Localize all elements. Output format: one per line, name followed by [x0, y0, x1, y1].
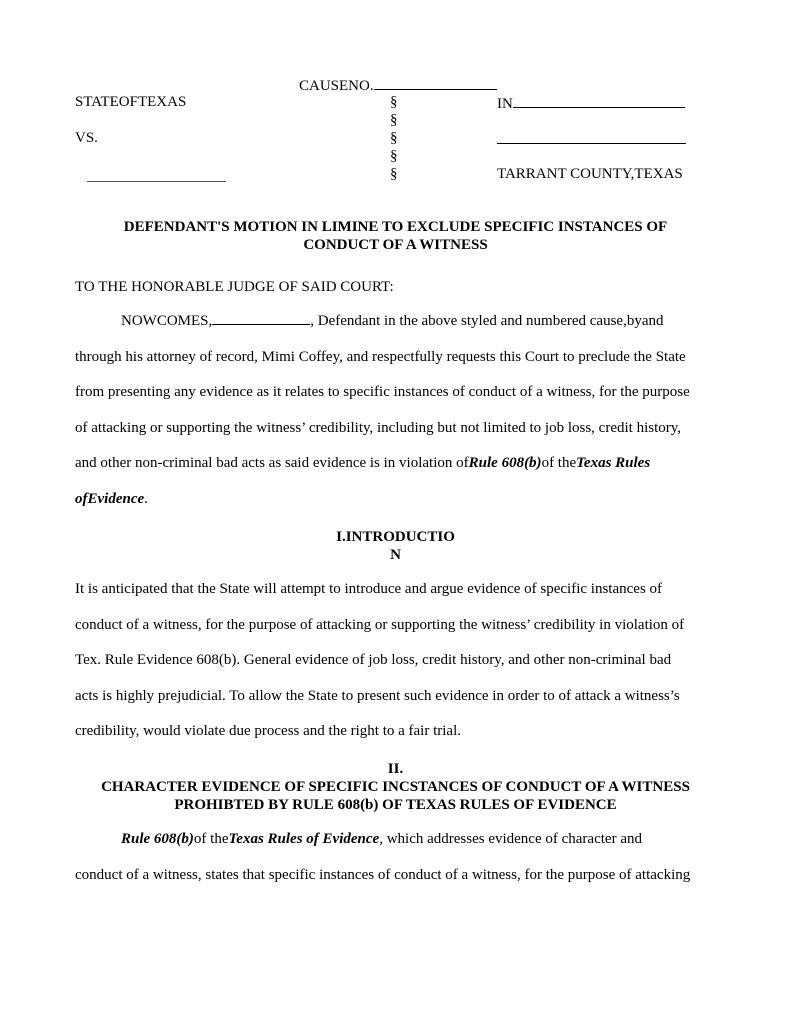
rules-citation: Texas Rules: [576, 455, 651, 471]
motion-title: [75, 218, 716, 254]
cause-number-blank: [374, 75, 497, 90]
cause-number-label: CAUSENO.: [299, 78, 374, 94]
section-sign: §: [390, 148, 398, 164]
paragraph-line: conduct of a witness, for the purpose of attacking or supporting the witness’ credibility in violation of: [75, 616, 685, 633]
paragraph-line: NOWCOMES, , Defendant in the above styled and numbered cause,byand: [75, 304, 725, 340]
defendant-name-blank: [212, 310, 310, 325]
court-designation: [497, 93, 685, 113]
caption-versus: VS.: [75, 130, 98, 146]
rule-citation: Rule 608(b): [121, 831, 194, 847]
section-sign: §: [390, 112, 398, 128]
rules-citation: Texas Rules of Evidence: [228, 831, 380, 847]
paragraph-line: Rule 608(b)of theTexas Rules of Evidence, which addresses evidence of character and: [121, 831, 642, 847]
paragraph-line: through his attorney of record, Mimi Coffey, and respectfully requests this Court to preclude the State: [75, 348, 686, 365]
rule-paragraph: [75, 822, 725, 893]
paragraph-line: credibility, would violate due process and the right to a fair trial.: [75, 723, 461, 739]
section-heading-introduction: I.INTRODUCTIO N: [336, 529, 455, 563]
paragraph-line: Tex. Rule Evidence 608(b). General evidence of job loss, credit history, and other non-criminal bad: [75, 652, 672, 668]
section-heading-character-evidence: II. CHARACTER EVIDENCE OF SPECIFIC INCSTANCES OF CONDUCT OF A WITNESS PROHIBTED BY RULE 608(b) OF TEXAS RULES OF EVIDENCE: [101, 761, 690, 813]
defendant-name-line: [87, 181, 226, 182]
paragraph-line: It is anticipated that the State will attempt to introduce and argue evidence of specific instances of: [75, 581, 663, 597]
opening-paragraph: [75, 304, 725, 517]
court-county: TARRANT COUNTY,TEXAS: [497, 166, 683, 182]
paragraph-line: of attacking or supporting the witness’ credibility, including but not limited to job loss, credit history,: [75, 419, 682, 436]
salutation: TO THE HONORABLE JUDGE OF SAID COURT:: [75, 279, 394, 295]
caption-state: STATEOFTEXAS: [75, 94, 187, 110]
section-sign: §: [390, 166, 398, 182]
introduction-paragraph: [75, 572, 725, 750]
paragraph-line: ofEvidence.: [75, 490, 148, 507]
court-blank: [513, 93, 685, 108]
section-sign: §: [390, 94, 398, 110]
rule-citation: Rule 608(b): [468, 455, 542, 471]
court-in-label: IN: [497, 96, 513, 112]
court-blank-line: [497, 129, 686, 149]
motion-title-line: DEFENDANT'S MOTION IN LIMINE TO EXCLUDE SPECIFIC INSTANCES OF: [123, 219, 668, 235]
section-sign: §: [390, 130, 398, 146]
cause-number: [299, 75, 497, 95]
paragraph-line: acts is highly prejudicial. To allow the State to present such evidence in order to of attack a witness’s: [75, 687, 680, 704]
paragraph-line: and other non-criminal bad acts as said evidence is in violation ofRule 608(b)of theTexas Rules: [75, 455, 651, 471]
motion-title-line: CONDUCT OF A WITNESS: [303, 237, 488, 253]
rules-citation: ofEvidence: [75, 490, 145, 507]
paragraph-line: conduct of a witness, states that specific instances of conduct of a witness, for the purpose of attacking: [75, 866, 691, 883]
paragraph-line: from presenting any evidence as it relates to specific instances of conduct of a witness, for the purpose: [75, 384, 690, 400]
